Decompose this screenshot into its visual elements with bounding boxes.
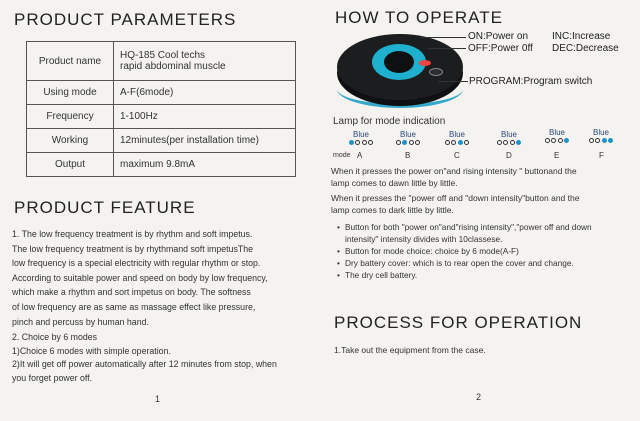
- text-line: The dry cell battery.: [345, 270, 418, 280]
- table-row: [27, 129, 296, 153]
- param-value: 1-100Hz: [114, 105, 296, 129]
- mode-prefix-label: mode: [333, 152, 351, 159]
- lamp-dot-off: [368, 140, 373, 145]
- bullet-dot-icon: •: [337, 258, 340, 268]
- text-line: pinch and percuss by human hand.: [12, 316, 149, 327]
- product-feature-heading: PRODUCT FEATURE: [14, 198, 196, 217]
- text-line: When it presses the power on"and rising intensity " buttonand the: [331, 166, 577, 176]
- lamp-color-label: Blue: [592, 128, 609, 137]
- text-line: 1)Choice 6 modes with simple operation.: [12, 345, 171, 356]
- leader-line: [438, 81, 468, 82]
- lamp-dot-off: [497, 140, 502, 145]
- text-line: The low frequency treatment is by rhythmand soft impetusThe: [12, 243, 254, 254]
- table-row: [27, 42, 296, 81]
- instruction-power-off: [331, 193, 636, 216]
- mode-letter: F: [599, 151, 604, 160]
- lamp-dot-lit: [402, 140, 407, 145]
- text-line: Dry battery cover: which is to rear open the cover and change.: [345, 258, 574, 268]
- lamp-color-label: Blue: [448, 130, 465, 139]
- lamp-dot-lit: [602, 138, 607, 143]
- lamp-dot-off: [503, 140, 508, 145]
- lamp-dots: [391, 140, 425, 149]
- lamp-dot-lit: [349, 140, 354, 145]
- page-number: 2: [476, 392, 482, 402]
- lamp-mode-e: [540, 128, 574, 147]
- label-power-off: OFF:Power 0ff: [468, 43, 533, 54]
- text-line: lamp comes to dawn little by little.: [331, 177, 458, 188]
- text-line: intensity" intensity divides with 10classese.: [345, 233, 503, 244]
- lamp-dot-off: [415, 140, 420, 145]
- lamp-color-label: Blue: [352, 130, 369, 139]
- lamp-dots: [584, 138, 618, 147]
- param-key: Frequency: [27, 105, 114, 129]
- lamp-color-label: Blue: [399, 130, 416, 139]
- param-value-line: HQ-185 Cool techs: [120, 50, 206, 61]
- label-power-on: ON:Power on: [468, 31, 529, 42]
- text-line: which make a rhythm and sort impetus on body. The softness: [12, 287, 251, 298]
- lamp-indication-title: Lamp for mode indication: [333, 116, 446, 127]
- leader-line: [428, 48, 466, 49]
- lamp-dot-lit: [516, 140, 521, 145]
- lamp-dot-off: [545, 138, 550, 143]
- lamp-dot-off: [558, 138, 563, 143]
- lamp-dot-off: [451, 140, 456, 145]
- lamp-dots: [540, 138, 574, 147]
- text-line: 1. The low frequency treatment is by rhythm and soft impetus.: [12, 229, 253, 239]
- mode-letter: C: [454, 151, 460, 160]
- lamp-dot-off: [355, 140, 360, 145]
- mode-letter: E: [554, 151, 560, 160]
- lamp-color-label: Blue: [548, 128, 565, 137]
- param-value: 12minutes(per installation time): [114, 129, 296, 153]
- parameters-table: [26, 41, 296, 177]
- mode-letter: A: [357, 151, 363, 160]
- text-line: lamp comes to dark little by little.: [331, 204, 454, 215]
- text-line: of low frequency are as same as massage effect like pressure,: [12, 301, 256, 312]
- lamp-dots: [440, 140, 474, 149]
- process-step: 1.Take out the equipment from the case.: [334, 345, 486, 355]
- power-button-icon: [419, 60, 431, 66]
- lamp-dot-lit: [564, 138, 569, 143]
- text-line: low frequency is a special electricity with regular rhythm or stop.: [12, 258, 261, 269]
- leader-line: [420, 37, 466, 38]
- instruction-power-on: [331, 166, 636, 189]
- lamp-dot-off: [510, 140, 515, 145]
- text-line: 2. Choice by 6 modes: [12, 332, 98, 342]
- text-line: 2)It will get off power automatically after 12 minutes from stop, when: [12, 359, 277, 369]
- lamp-mode-f: [584, 128, 618, 147]
- bullet-dot-icon: •: [337, 222, 340, 232]
- table-row: [27, 153, 296, 177]
- param-value: [114, 42, 296, 81]
- lamp-dot-off: [595, 138, 600, 143]
- param-value-line: rapid abdominal muscle: [120, 61, 226, 72]
- feature-paragraph: [12, 227, 312, 329]
- lamp-dots: [344, 140, 378, 149]
- lamp-dot-off: [409, 140, 414, 145]
- lamp-dot-off: [464, 140, 469, 145]
- bullet-item: [337, 222, 633, 245]
- lamp-dot-lit: [608, 138, 613, 143]
- lamp-mode-c: [440, 130, 474, 149]
- page-number: 1: [155, 394, 161, 404]
- process-heading: PROCESS FOR OPERATION: [334, 313, 583, 332]
- param-value: maximum 9.8mA: [114, 153, 296, 177]
- mode-letter: D: [506, 151, 512, 160]
- product-parameters-heading: PRODUCT PARAMETERS: [14, 10, 237, 29]
- lamp-dot-off: [445, 140, 450, 145]
- bullet-item: [337, 258, 633, 270]
- choice-paragraph: [12, 331, 314, 385]
- param-value: A-F(6mode): [114, 81, 296, 105]
- lamp-dot-off: [551, 138, 556, 143]
- text-line: Button for mode choice: choice by 6 mode(A-F): [345, 246, 519, 256]
- lamp-dot-off: [396, 140, 401, 145]
- bullet-item: [337, 246, 633, 258]
- text-line: According to suitable power and speed on body by low frequency,: [12, 272, 268, 283]
- lamp-dot-off: [589, 138, 594, 143]
- param-key: Output: [27, 153, 114, 177]
- label-program: PROGRAM:Program switch: [469, 76, 593, 87]
- text-line: Button for both "power on"and"rising intensity","power off and down: [345, 222, 592, 232]
- mode-letter: B: [405, 151, 411, 160]
- bullet-dot-icon: •: [337, 246, 340, 256]
- label-decrease: DEC:Decrease: [552, 43, 619, 54]
- how-to-operate-heading: HOW TO OPERATE: [335, 8, 503, 27]
- massager-device-image: [333, 30, 467, 110]
- text-line: When it presses the "power off and "down intensity"button and the: [331, 193, 580, 203]
- text-line: you forget power off.: [12, 372, 93, 383]
- lamp-mode-d: [492, 130, 526, 149]
- lamp-dot-off: [362, 140, 367, 145]
- param-key: Product name: [27, 42, 114, 81]
- table-row: [27, 81, 296, 105]
- program-button-icon: [429, 68, 443, 76]
- bullet-item: [337, 270, 633, 282]
- param-key: Using mode: [27, 81, 114, 105]
- bullet-dot-icon: •: [337, 270, 340, 280]
- device-center: [384, 51, 414, 73]
- label-increase: INC:Increase: [552, 31, 611, 42]
- lamp-dots: [492, 140, 526, 149]
- param-key: Working: [27, 129, 114, 153]
- table-row: [27, 105, 296, 129]
- lamp-mode-a: [344, 130, 378, 149]
- lamp-color-label: Blue: [500, 130, 517, 139]
- lamp-dot-lit: [458, 140, 463, 145]
- lamp-mode-b: [391, 130, 425, 149]
